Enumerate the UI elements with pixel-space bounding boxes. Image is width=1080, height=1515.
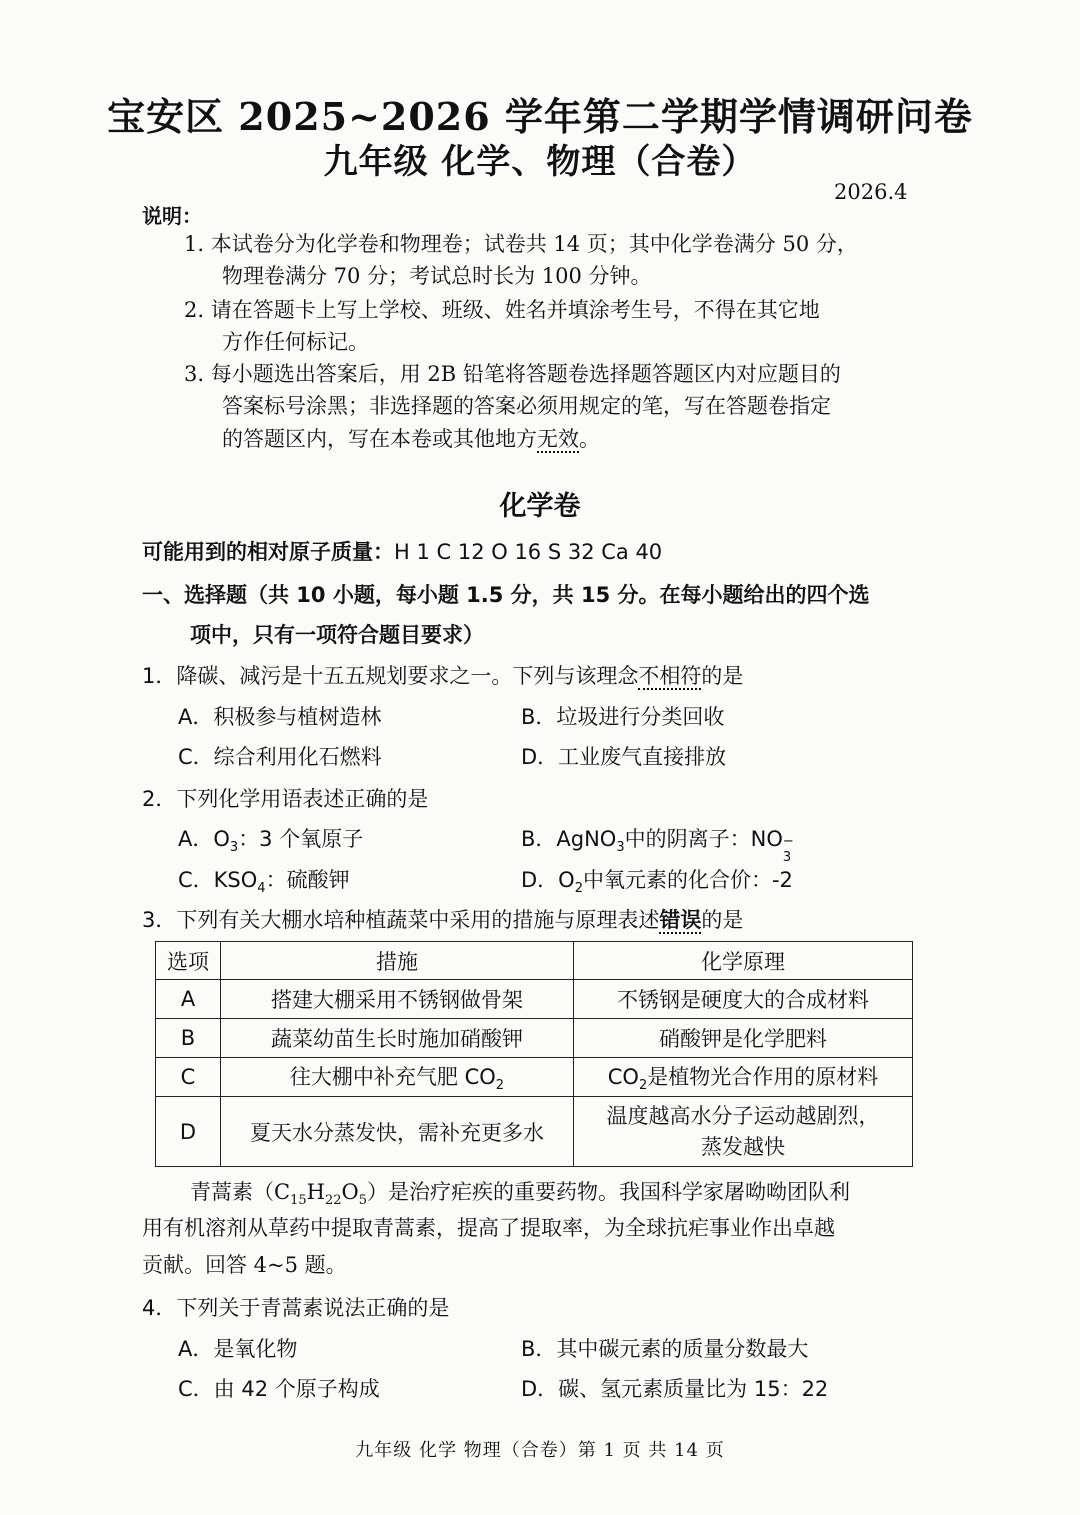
table-cell: 搭建大棚采用不锈钢做骨架 — [221, 980, 574, 1019]
table-header: 选项 — [156, 942, 221, 980]
table-row — [156, 980, 913, 1019]
q4-stem: 4．下列关于青蒿素说法正确的是 — [142, 1296, 450, 1320]
table-cell — [221, 1058, 574, 1097]
q1-option-d: D．工业废气直接排放 — [521, 745, 727, 769]
emphasis-invalid: 无效 — [537, 427, 579, 451]
q3-stem — [142, 904, 743, 934]
cell-sub: 2 — [638, 1078, 648, 1094]
q2-option-c — [178, 864, 350, 896]
q2-b-sub2: 3 — [782, 850, 792, 865]
cell-sub: 2 — [495, 1078, 505, 1094]
instruction-3-text: 的答题区内，写在本卷或其他地方 — [222, 427, 537, 451]
table-cell: 蔬菜幼苗生长时施加硝酸钾 — [221, 1019, 574, 1058]
table-cell — [574, 1097, 913, 1167]
instruction-1-line2: 物理卷满分 70 分；考试总时长为 100 分钟。 — [222, 264, 652, 288]
page-footer: 九年级 化学 物理（合卷）第 1 页 共 14 页 — [355, 1440, 725, 1461]
q2-a-text: A．O — [178, 827, 230, 851]
passage-sub: 15 — [290, 1193, 307, 1209]
passage-line2: 用有机溶剂从草药中提取青蒿素，提高了提取率，为全球抗疟事业作出卓越 — [142, 1216, 835, 1240]
atomic-masses — [142, 536, 662, 566]
part1-heading-line2: 项中，只有一项符合题目要求） — [190, 623, 484, 647]
table-cell: D — [156, 1097, 221, 1167]
table-cell — [574, 1058, 913, 1097]
q1-option-a: A．积极参与植树造林 — [178, 705, 382, 729]
cell-text-rest: 是植物光合作用的原材料 — [647, 1064, 879, 1089]
table-cell: 硝酸钾是化学肥料 — [574, 1019, 913, 1058]
table-cell: B — [156, 1019, 221, 1058]
table-cell: C — [156, 1058, 221, 1097]
q1-option-b: B．垃圾进行分类回收 — [521, 705, 725, 729]
q2-stem: 2．下列化学用语表述正确的是 — [142, 787, 429, 811]
instruction-2-line2: 方作任何标记。 — [222, 330, 369, 354]
passage-line1 — [190, 1176, 850, 1217]
table-row — [156, 1019, 913, 1058]
cell-text: 往大棚中补充气肥 CO — [289, 1064, 496, 1089]
passage-text: H — [306, 1180, 325, 1204]
q2-c-rest: ：硫酸钾 — [265, 868, 350, 892]
instruction-3-line2: 答案标号涂黑；非选择题的答案必须用规定的笔，写在答题卷指定 — [222, 394, 831, 418]
q2-c-sub: 4 — [257, 881, 266, 897]
q2-b-rest: 中的阴离子：NO — [624, 827, 783, 851]
table-header: 化学原理 — [574, 942, 913, 980]
q2-b-text: B．AgNO — [521, 827, 617, 851]
q2-d-rest: 中氧元素的化合价：-2 — [582, 868, 793, 892]
q2-a-rest: ：3 个氧原子 — [238, 827, 364, 851]
q1-option-c: C．综合利用化石燃料 — [178, 745, 382, 769]
table-header-row — [156, 942, 913, 980]
passage-sub: 22 — [324, 1193, 342, 1209]
q1-stem-text: 1．降碳、减污是十五五规划要求之一。下列与该理念 — [142, 664, 639, 688]
q3-stem-text: 3．下列有关大棚水培种植蔬菜中采用的措施与原理表述 — [142, 908, 660, 932]
cell-text: CO — [607, 1064, 639, 1089]
exam-title: 宝安区 2025~2026 学年第二学期学情调研问卷 — [107, 94, 973, 139]
q2-option-d — [521, 864, 793, 896]
q4-option-d: D．碳、氢元素质量比为 15：22 — [521, 1377, 829, 1401]
section-title: 化学卷 — [499, 491, 581, 522]
table-cell: A — [156, 980, 221, 1019]
q2-c-text: C．KSO — [178, 868, 258, 892]
table-row — [156, 1058, 913, 1097]
q2-b-charge: − — [782, 834, 794, 849]
table-cell: 夏天水分蒸发快，需补充更多水 — [221, 1097, 574, 1167]
instruction-1-line1: 1. 本试卷分为化学卷和物理卷；试卷共 14 页；其中化学卷满分 50 分， — [184, 232, 858, 256]
q3-table — [155, 941, 913, 1167]
atomic-masses-label: 可能用到的相对原子质量： — [142, 540, 394, 564]
q2-option-b — [521, 823, 794, 865]
part1-heading-line1: 一、选择题（共 10 小题，每小题 1.5 分，共 15 分。在每小题给出的四个选 — [142, 583, 870, 607]
exam-subtitle: 九年级 化学、物理（合卷） — [323, 142, 757, 182]
q1-emphasis: 不相符 — [638, 664, 702, 688]
q2-d-text: D．O — [521, 868, 575, 892]
q2-option-a — [178, 823, 363, 855]
q2-b-sub: 3 — [616, 840, 625, 856]
passage-line3: 贡献。回答 4~5 题。 — [142, 1253, 347, 1277]
passage-sub: 5 — [358, 1193, 367, 1209]
q4-option-c: C．由 42 个原子构成 — [178, 1377, 380, 1401]
instruction-3-line1: 3. 每小题选出答案后，用 2B 铅笔将答题卷选择题答题区内对应题目的 — [184, 362, 841, 386]
q3-stem-end: 的是 — [701, 908, 744, 932]
cell-line: 温度越高水分子运动越剧烈， — [606, 1103, 880, 1128]
q3-emphasis: 错误 — [659, 908, 702, 932]
q2-d-sub: 2 — [574, 881, 583, 897]
cell-line: 蒸发越快 — [701, 1134, 785, 1159]
passage-text: 青蒿素（C — [190, 1180, 291, 1204]
atomic-masses-values: H 1 C 12 O 16 S 32 Ca 40 — [394, 540, 663, 564]
passage-text: O — [341, 1180, 359, 1204]
instruction-3-line3 — [222, 423, 600, 456]
q4-option-a: A．是氧化物 — [178, 1337, 298, 1361]
table-cell: 不锈钢是硬度大的合成材料 — [574, 980, 913, 1019]
table-header: 措施 — [221, 942, 574, 980]
exam-date: 2026.4 — [834, 180, 908, 204]
q1-stem-end: 的是 — [701, 664, 744, 688]
q2-a-sub: 3 — [229, 840, 239, 856]
q1-stem — [142, 660, 743, 690]
instruction-2-line1: 2. 请在答题卡上写上学校、班级、姓名并填涂考生号，不得在其它地 — [184, 298, 820, 322]
instructions-label: 说明： — [142, 204, 202, 228]
table-row — [156, 1097, 913, 1167]
q4-option-b: B．其中碳元素的质量分数最大 — [521, 1337, 809, 1361]
instruction-3-end: 。 — [579, 427, 600, 451]
passage-text: ）是治疗疟疾的重要药物。我国科学家屠呦呦团队利 — [367, 1180, 850, 1204]
